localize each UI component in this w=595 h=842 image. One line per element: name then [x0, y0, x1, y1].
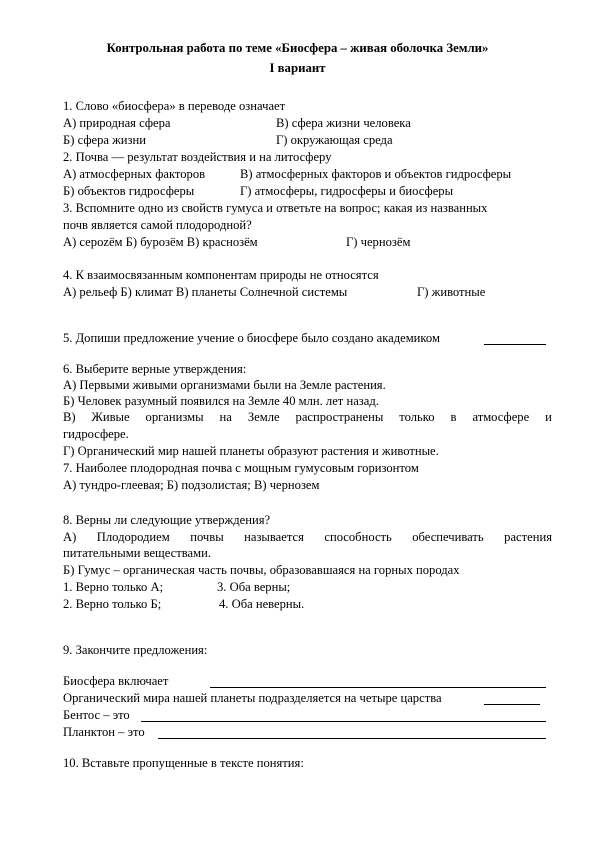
q6-c-word: на	[219, 410, 232, 424]
variant-label: I вариант	[269, 61, 326, 75]
q2-option-d: Г) атмосферы, гидросферы и биосферы	[240, 184, 454, 198]
q6-c-word: Живые	[91, 410, 130, 424]
q6-option-c-line1	[63, 410, 552, 425]
q9-question: 9. Закончите предложения:	[63, 643, 208, 657]
q1-option-c: Б) сфера жизни	[63, 133, 146, 147]
q2-question: 2. Почва — результат воздействия и на литосферу	[63, 150, 332, 164]
q3-options: А) сероzём Б) бурозём В) краснозём	[63, 235, 258, 249]
q1-option-b: В) сфера жизни человека	[276, 116, 411, 130]
q6-c-word: распространены	[295, 410, 384, 424]
q8-option-a-line1	[63, 530, 552, 545]
q6-c-word: в	[450, 410, 457, 424]
q8-a-word: растения	[504, 530, 552, 544]
q8-a-word: А)	[63, 530, 77, 544]
q8-option-a-line2: питательными веществами.	[63, 546, 211, 560]
q6-c-word: только	[399, 410, 435, 424]
q1-option-d: Г) окружающая среда	[276, 133, 393, 147]
q8-a-word: Плодородием	[96, 530, 170, 544]
q9-blank-plankton[interactable]	[158, 738, 546, 739]
q6-c-word: и	[545, 410, 552, 424]
q5-answer-blank[interactable]	[484, 344, 546, 345]
q2-option-a: А) атмосферных факторов	[63, 167, 206, 181]
q6-option-c-line2: гидросфере.	[63, 427, 129, 441]
q6-c-word: организмы	[145, 410, 204, 424]
q1-question: 1. Слово «биосфера» в переводе означает	[63, 99, 286, 113]
q2-option-b: В) атмосферных факторов и объектов гидросферы	[240, 167, 512, 181]
q6-c-word: Земле	[247, 410, 280, 424]
q6-c-word: В)	[63, 410, 76, 424]
q4-option-d: Г) животные	[417, 285, 486, 299]
q9-sentence-plankton: Планктон – это	[63, 725, 145, 739]
q9-sentence-benthos: Бентос – это	[63, 708, 130, 722]
q8-a-word: называется	[244, 530, 304, 544]
q8-answer-3: 3. Оба верны;	[217, 580, 291, 594]
q9-sentence-kingdoms: Органический мира нашей планеты подразделяется на четыре царства	[63, 691, 442, 705]
q8-answer-4: 4. Оба неверны.	[219, 597, 305, 611]
q8-a-word: почвы	[190, 530, 224, 544]
q6-option-b: Б) Человек разумный появился на Земле 40 млн. лет назад.	[63, 394, 379, 408]
q7-options: А) тундро-глеевая; Б) подзолистая; В) чернозем	[63, 478, 320, 492]
q1-option-a: А) природная сфера	[63, 116, 171, 130]
q9-blank-kingdoms[interactable]	[484, 704, 540, 705]
q6-option-a: А) Первыми живыми организмами были на Земле растения.	[63, 378, 386, 392]
q6-c-word: атмосфере	[472, 410, 530, 424]
q2-option-c: Б) объектов гидросферы	[63, 184, 195, 198]
q6-option-d: Г) Органический мир нашей планеты образуют растения и животные.	[63, 444, 439, 458]
q3-option-d: Г) чернозём	[346, 235, 411, 249]
q8-option-b: Б) Гумус – органическая часть почвы, образовавшаяся на горных породах	[63, 563, 460, 577]
q8-answer-2: 2. Верно только Б;	[63, 597, 162, 611]
q8-question: 8. Верны ли следующие утверждения?	[63, 513, 271, 527]
q9-blank-biosphere[interactable]	[210, 687, 546, 688]
q6-question: 6. Выберите верные утверждения:	[63, 362, 247, 376]
q8-answer-1: 1. Верно только А;	[63, 580, 164, 594]
q10-question: 10. Вставьте пропущенные в тексте понятия:	[63, 756, 304, 770]
document-title: Контрольная работа по теме «Биосфера – живая оболочка Земли»	[106, 41, 489, 55]
q7-question: 7. Наиболее плодородная почва с мощным гумусовым горизонтом	[63, 461, 419, 475]
q8-a-word: обеспечивать	[412, 530, 484, 544]
q3-question-line1: 3. Вспомните одно из свойств гумуса и ответьте на вопрос; какая из названных	[63, 201, 488, 215]
q4-question: 4. К взаимосвязанным компонентам природы не относятся	[63, 268, 379, 282]
q4-options: А) рельеф Б) климат В) планеты Солнечной системы	[63, 285, 348, 299]
q3-question-line2: почв является самой плодородной?	[63, 218, 252, 232]
q9-sentence-biosphere: Биосфера включает	[63, 674, 169, 688]
q5-question: 5. Допиши предложение учение о биосфере было создано академиком	[63, 331, 440, 345]
q9-blank-benthos[interactable]	[141, 721, 546, 722]
q8-a-word: способность	[324, 530, 392, 544]
